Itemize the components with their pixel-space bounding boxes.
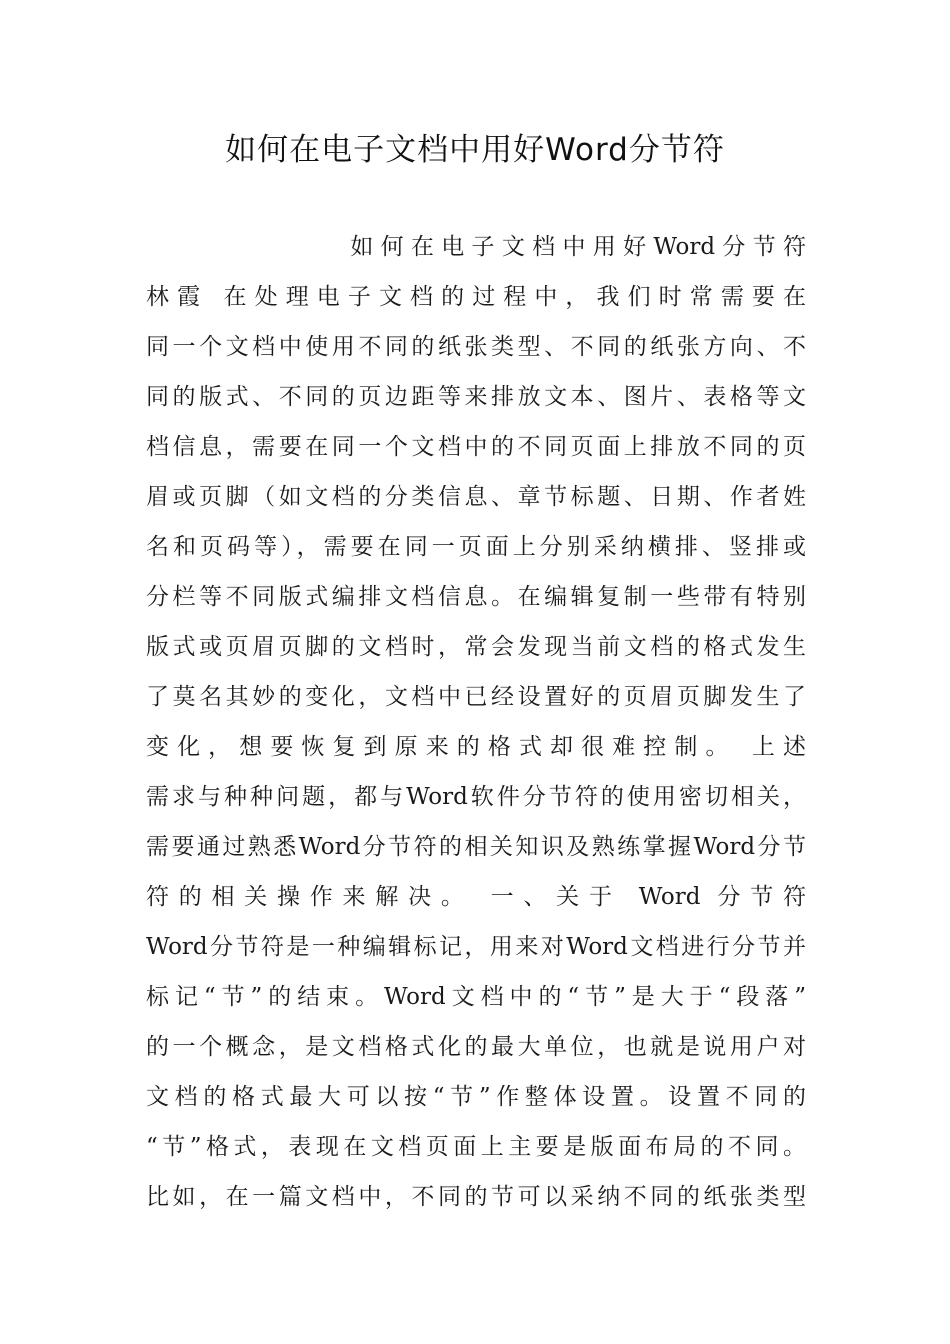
document-title: 如何在电子文档中用好Word分节符 [225, 132, 725, 168]
body-line: 林霞 在处理电子文档的过程中，我们时常需要在 [146, 284, 806, 310]
body-line: Word分节符是一种编辑标记，用来对Word文档进行分节并 [146, 934, 806, 960]
document-body [146, 222, 806, 1222]
body-line: 变化，想要恢复到原来的格式却很难控制。 上述 [146, 734, 806, 760]
body-line: 眉或页脚（如文档的分类信息、章节标题、日期、作者姓 [146, 484, 806, 510]
body-line: 同的版式、不同的页边距等来排放文本、图片、表格等文 [146, 384, 806, 410]
body-line: 需要通过熟悉Word分节符的相关知识及熟练掌握Word分节 [146, 834, 806, 860]
body-line: 了莫名其妙的变化，文档中已经设置好的页眉页脚发生了 [146, 684, 806, 710]
body-line: 档信息，需要在同一个文档中的不同页面上排放不同的页 [146, 434, 806, 460]
body-line: 符的相关操作来解决。 一、关于 Word 分节符 [146, 884, 806, 910]
body-line: 的一个概念，是文档格式化的最大单位，也就是说用户对 [146, 1034, 806, 1060]
body-line: 文档的格式最大可以按“节”作整体设置。设置不同的 [146, 1084, 806, 1110]
body-line: 标记“节”的结束。Word文档中的“节”是大于“段落” [146, 984, 806, 1010]
body-line: 同一个文档中使用不同的纸张类型、不同的纸张方向、不 [146, 334, 806, 360]
body-line: 分栏等不同版式编排文档信息。在编辑复制一些带有特别 [146, 584, 806, 610]
body-line: 如 何 在 电 子 文 档 中 用 好 Word 分 节 符 [350, 234, 806, 260]
body-line: “节”格式，表现在文档页面上主要是版面布局的不同。 [146, 1134, 806, 1160]
body-line: 需求与种种问题，都与Word软件分节符的使用密切相关， [146, 784, 806, 810]
body-line: 版式或页眉页脚的文档时，常会发现当前文档的格式发生 [146, 634, 806, 660]
body-line: 比如，在一篇文档中，不同的节可以采纳不同的纸张类型 [146, 1184, 806, 1210]
body-line: 名和页码等），需要在同一页面上分别采纳横排、竖排或 [146, 534, 806, 560]
